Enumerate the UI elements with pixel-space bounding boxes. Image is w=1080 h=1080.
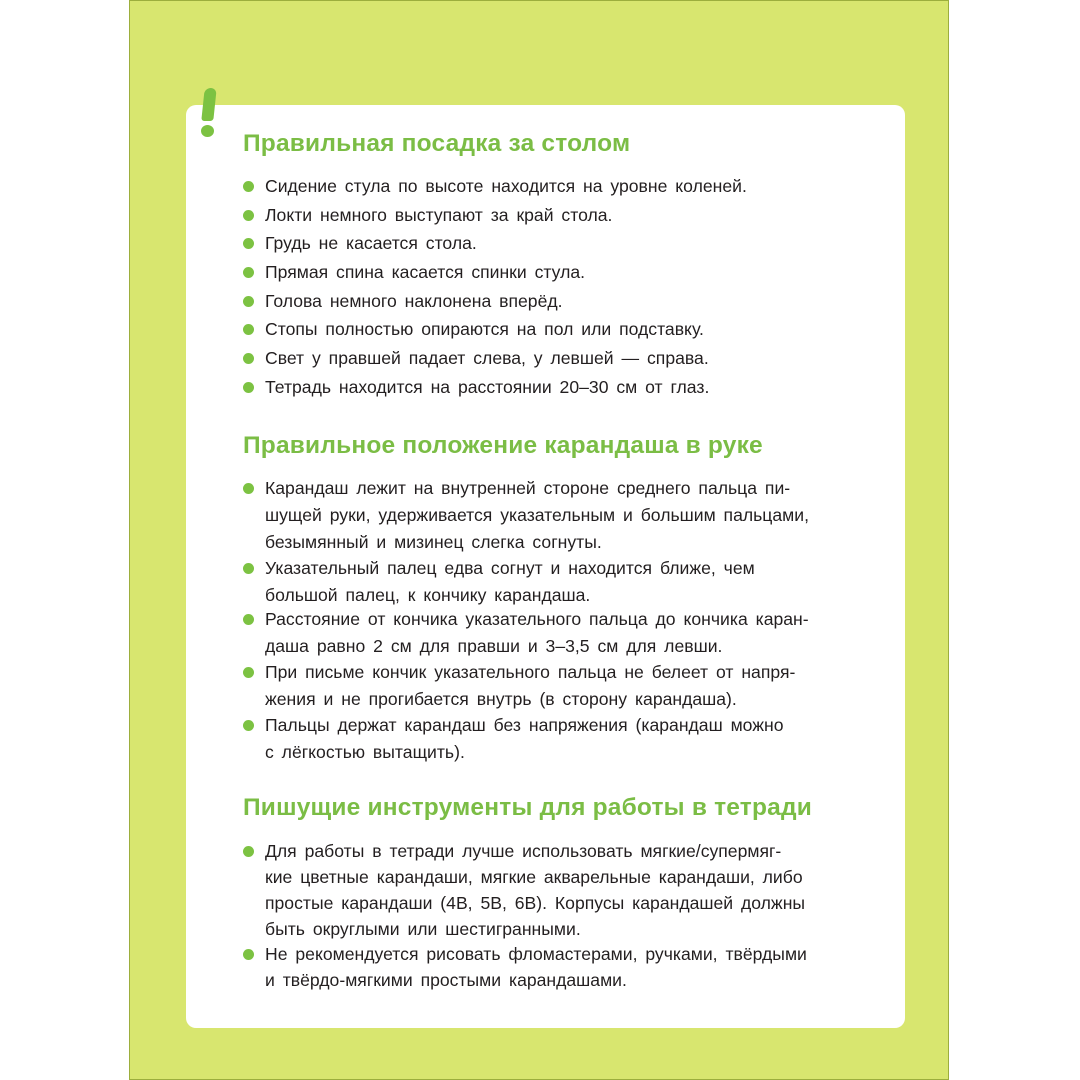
bullet-icon bbox=[243, 720, 254, 731]
bullet-icon bbox=[243, 563, 254, 574]
bullet-icon bbox=[243, 949, 254, 960]
bullet-icon bbox=[243, 353, 254, 364]
bullet-icon bbox=[243, 181, 254, 192]
section-heading-writing-tools: Пишущие инструменты для работы в тетради bbox=[243, 794, 812, 821]
bullet-icon bbox=[243, 614, 254, 625]
exclamation-mark-icon bbox=[196, 86, 224, 140]
bullet-icon bbox=[243, 667, 254, 678]
bullet-icon bbox=[243, 238, 254, 249]
bullet-icon bbox=[243, 846, 254, 857]
bullet-icon bbox=[243, 267, 254, 278]
bullet-icon bbox=[243, 210, 254, 221]
section-heading-seating: Правильная посадка за столом bbox=[243, 130, 631, 157]
bullet-icon bbox=[243, 483, 254, 494]
bullet-icon bbox=[243, 382, 254, 393]
bullet-icon bbox=[243, 296, 254, 307]
section-heading-pencil-grip: Правильное положение карандаша в руке bbox=[243, 432, 763, 459]
bullet-icon bbox=[243, 324, 254, 335]
